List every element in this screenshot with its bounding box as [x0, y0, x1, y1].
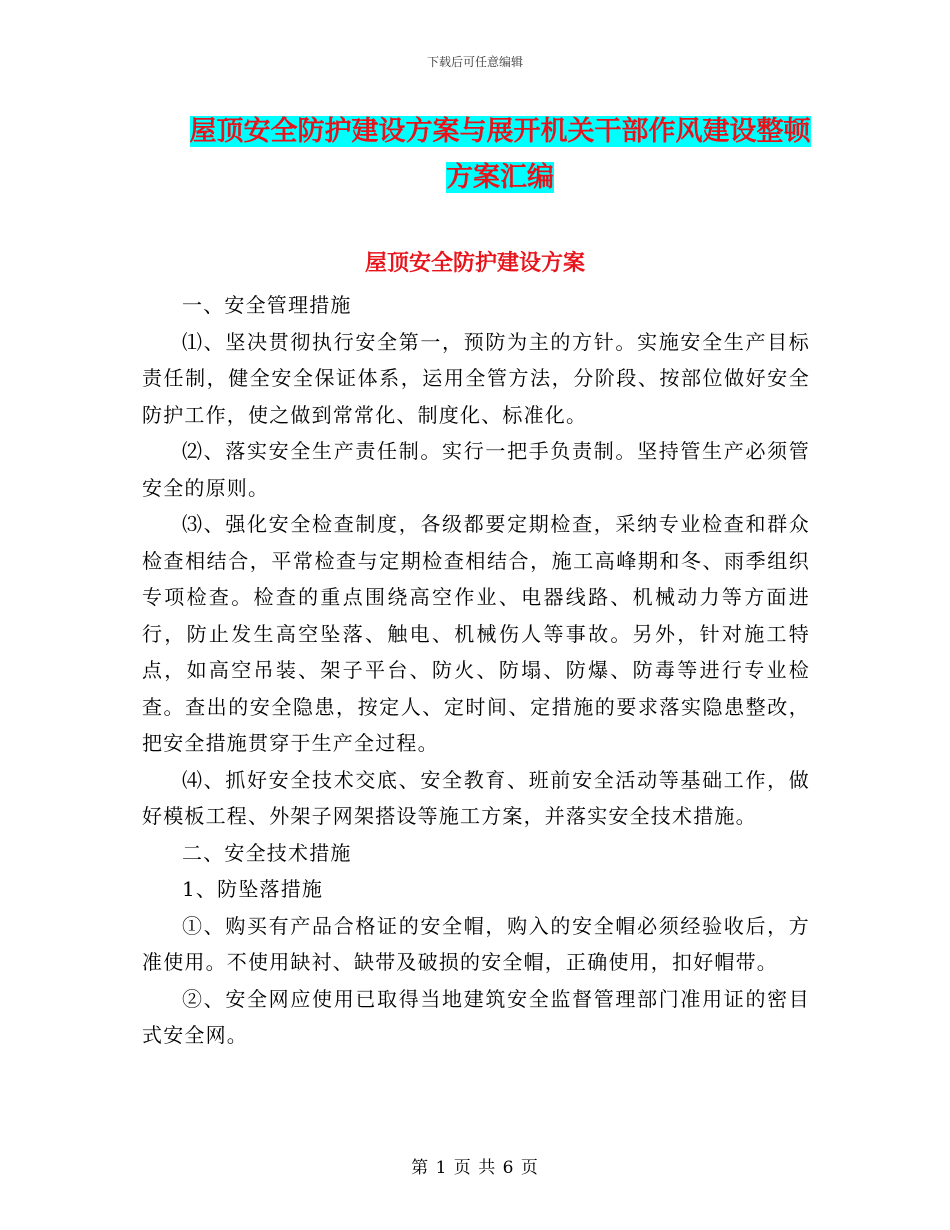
paragraph-3: ⑶、强化安全检查制度，各级都要定期检查，采纳专业检查和群众检查相结合，平常检查与定期检查相结合，施工高峰期和冬、雨季组织专项检查。检查的重点围绕高空作业、电器线路、机械动力等方面进行，防止发生高空坠落、触电、机械伤人等事故。另外，针对施工特点，如高空吊装、架子平台、防火、防塌、防爆、防毒等进行专业检查。查出的安全隐患，按定人、定时间、定措施的要求落实隐患整改，把安全措施贯穿于生产全过程。: [142, 512, 810, 755]
paragraph-safety-net: ②、安全网应使用已取得当地建筑安全监督管理部门准用证的密目式安全网。: [142, 986, 810, 1047]
document-title-line-2: 方案汇编: [446, 162, 554, 193]
subheading-fall-prevention: 1、防坠落措施: [182, 877, 324, 901]
page-footer: 第 1 页 共 6 页: [411, 1158, 539, 1178]
header-note: 下载后可任意编辑: [426, 55, 523, 69]
document-title: [140, 109, 860, 201]
section-title: 屋顶安全防护建设方案: [364, 250, 585, 276]
heading-safety-technical: 二、安全技术措施: [182, 840, 352, 865]
paragraph-helmet: ①、购买有产品合格证的安全帽，购入的安全帽必须经验收后，方准使用。不使用缺衬、缺带及破损的安全帽，正确使用，扣好帽带。: [142, 913, 810, 974]
paragraph-2: ⑵、落实安全生产责任制。实行一把手负责制。坚持管生产必须管安全的原则。: [142, 439, 810, 500]
paragraph-4: ⑷、抓好安全技术交底、安全教育、班前安全活动等基础工作，做好模板工程、外架子网架搭设等施工方案，并落实安全技术措施。: [142, 767, 810, 828]
document-body: [142, 287, 810, 1054]
paragraph-1: ⑴、坚决贯彻执行安全第一，预防为主的方针。实施安全生产目标责任制，健全安全保证体系，运用全管方法，分阶段、按部位做好安全防护工作，使之做到常常化、制度化、标准化。: [142, 329, 810, 427]
heading-safety-management: 一、安全管理措施: [182, 293, 352, 317]
document-title-line-1: 屋顶安全防护建设方案与展开机关干部作风建设整顿: [189, 116, 811, 147]
